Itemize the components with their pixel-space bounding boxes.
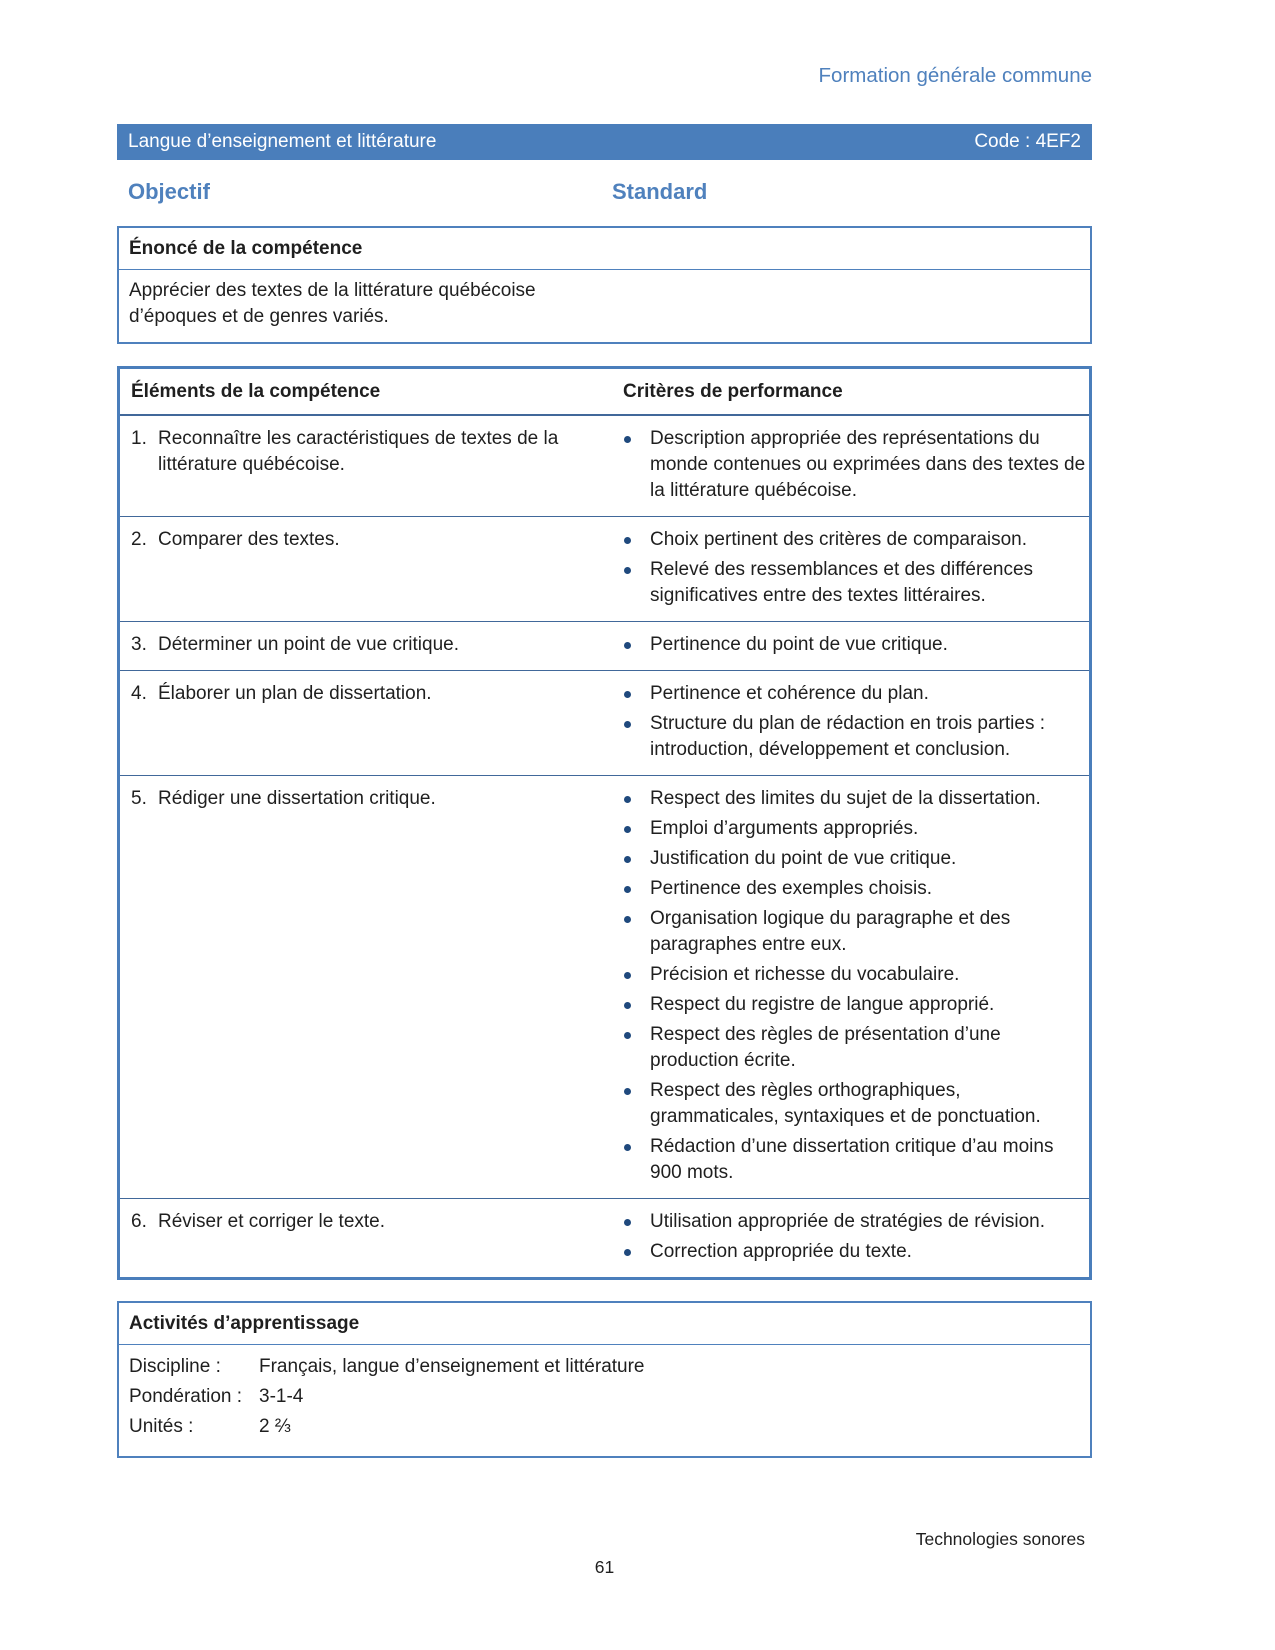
element-cell: [120, 786, 615, 1186]
element-number: 2.: [131, 529, 147, 550]
element-cell: [120, 1209, 615, 1265]
bullet-icon: [624, 796, 631, 803]
criteria-item: [615, 992, 1089, 1018]
bullet-icon: [624, 1249, 631, 1256]
activity-row: [129, 1382, 1080, 1412]
bullet-icon: [624, 721, 631, 728]
activity-value: Français, langue d’enseignement et littérature: [259, 1356, 645, 1377]
activity-row: [129, 1352, 1080, 1382]
criterion-text: Organisation logique du paragraphe et des paragraphes entre eux.: [650, 908, 1011, 955]
criteria-list: [615, 681, 1089, 763]
criteria-item: [615, 786, 1089, 812]
table-row: [120, 1198, 1089, 1277]
table-row: [120, 516, 1089, 621]
criterion-text: Précision et richesse du vocabulaire.: [650, 964, 960, 985]
criteria-list: [615, 786, 1089, 1186]
criteria-item: [615, 632, 1089, 658]
header-elements: Éléments de la compétence: [131, 381, 381, 402]
section-title: Langue d’enseignement et littérature: [128, 131, 437, 152]
element-cell: [120, 681, 615, 763]
content-column: [117, 0, 1092, 1458]
element-number: 5.: [131, 788, 147, 809]
criterion-text: Respect des règles orthographiques, grammaticales, syntaxiques et de ponctuation.: [650, 1080, 1041, 1127]
bullet-icon: [624, 436, 631, 443]
table-row: [120, 775, 1089, 1198]
element-text: Comparer des textes.: [158, 529, 340, 550]
criterion-text: Relevé des ressemblances et des différences significatives entre des textes littéraires.: [650, 559, 1034, 606]
criterion-text: Structure du plan de rédaction en trois parties : introduction, développement et conclusion.: [650, 713, 1046, 760]
bullet-icon: [624, 642, 631, 649]
activity-value: 2 ⅔: [259, 1416, 291, 1437]
table-row: [120, 670, 1089, 775]
element-cell: [120, 426, 615, 504]
column-headings: [117, 179, 1092, 205]
activity-label: Pondération :: [129, 1386, 243, 1407]
bullet-icon: [624, 1219, 631, 1226]
criteria-item: [615, 876, 1089, 902]
element-cell: [120, 527, 615, 609]
activites-box: [117, 1301, 1092, 1458]
section-bar: [117, 124, 1092, 160]
criterion-text: Pertinence du point de vue critique.: [650, 634, 948, 655]
criteria-item: [615, 1078, 1089, 1130]
criterion-text: Utilisation appropriée de stratégies de révision.: [650, 1211, 1045, 1232]
page-number: 61: [594, 1557, 615, 1577]
criteria-cell: [615, 786, 1089, 1186]
bullet-icon: [624, 1002, 631, 1009]
bullet-icon: [624, 916, 631, 923]
footer-program-name: Technologies sonores: [915, 1529, 1085, 1549]
heading-objectif: Objectif: [128, 179, 210, 204]
table-row: [120, 621, 1089, 670]
competence-table: [117, 366, 1092, 1280]
criterion-text: Respect du registre de langue approprié.: [650, 994, 995, 1015]
element-text: Élaborer un plan de dissertation.: [158, 683, 432, 704]
bullet-icon: [624, 691, 631, 698]
bullet-icon: [624, 826, 631, 833]
bullet-icon: [624, 1032, 631, 1039]
table-row: [120, 416, 1089, 516]
criteria-item: [615, 426, 1089, 504]
criteria-item: [615, 1239, 1089, 1265]
element-number: 6.: [131, 1211, 147, 1232]
element-text: Réviser et corriger le texte.: [158, 1211, 386, 1232]
competence-table-body: [120, 416, 1089, 1277]
criterion-text: Choix pertinent des critères de comparaison.: [650, 529, 1028, 550]
activity-value: 3-1-4: [259, 1386, 304, 1407]
criterion-text: Respect des limites du sujet de la dissertation.: [650, 788, 1041, 809]
criteria-item: [615, 1022, 1089, 1074]
activites-header: Activités d’apprentissage: [119, 1303, 1090, 1345]
element-text: Déterminer un point de vue critique.: [158, 634, 459, 655]
activity-label: Discipline :: [129, 1356, 221, 1377]
heading-standard: Standard: [612, 179, 708, 204]
criteria-item: [615, 816, 1089, 842]
bullet-icon: [624, 886, 631, 893]
criterion-text: Emploi d’arguments appropriés.: [650, 818, 919, 839]
criteria-item: [615, 906, 1089, 958]
page-banner: Formation générale commune: [818, 64, 1092, 87]
criteria-item: [615, 557, 1089, 609]
criteria-cell: [615, 632, 1089, 658]
activites-body: [119, 1345, 1090, 1456]
criteria-list: [615, 1209, 1089, 1265]
element-cell: [120, 632, 615, 658]
criteria-item: [615, 962, 1089, 988]
element-number: 4.: [131, 683, 147, 704]
criteria-cell: [615, 426, 1089, 504]
criteria-item: [615, 846, 1089, 872]
element-number: 3.: [131, 634, 147, 655]
criteria-item: [615, 1209, 1089, 1235]
bullet-icon: [624, 1144, 631, 1151]
activity-row: [129, 1412, 1080, 1442]
element-text: Reconnaître les caractéristiques de textes de la littérature québécoise.: [158, 428, 559, 475]
criteria-item: [615, 527, 1089, 553]
bullet-icon: [624, 856, 631, 863]
element-number: 1.: [131, 428, 147, 449]
criteria-list: [615, 426, 1089, 504]
criterion-text: Pertinence et cohérence du plan.: [650, 683, 929, 704]
criteria-item: [615, 681, 1089, 707]
bullet-icon: [624, 537, 631, 544]
criterion-text: Justification du point de vue critique.: [650, 848, 957, 869]
competence-table-header: [120, 369, 1089, 416]
criteria-cell: [615, 527, 1089, 609]
section-code: Code : 4EF2: [974, 131, 1081, 152]
criterion-text: Description appropriée des représentations du monde contenues ou exprimées dans des textes de la littérature québécoise.: [650, 428, 1086, 501]
criterion-text: Rédaction d’une dissertation critique d’au moins 900 mots.: [650, 1136, 1054, 1183]
enonce-text: Apprécier des textes de la littérature québécoise d’époques et de genres variés.: [129, 280, 536, 327]
criteria-cell: [615, 1209, 1089, 1265]
criterion-text: Pertinence des exemples choisis.: [650, 878, 932, 899]
criteria-cell: [615, 681, 1089, 763]
bullet-icon: [624, 1088, 631, 1095]
enonce-header: Énoncé de la compétence: [119, 228, 1090, 270]
criterion-text: Respect des règles de présentation d’une production écrite.: [650, 1024, 1001, 1071]
activity-label: Unités :: [129, 1416, 194, 1437]
criteria-item: [615, 711, 1089, 763]
enonce-body: [119, 270, 1090, 342]
enonce-box: [117, 226, 1092, 344]
bullet-icon: [624, 567, 631, 574]
criteria-item: [615, 1134, 1089, 1186]
criteria-list: [615, 527, 1089, 609]
criterion-text: Correction appropriée du texte.: [650, 1241, 912, 1262]
bullet-icon: [624, 972, 631, 979]
criteria-list: [615, 632, 1089, 658]
header-criteres: Critères de performance: [623, 381, 843, 402]
element-text: Rédiger une dissertation critique.: [158, 788, 436, 809]
